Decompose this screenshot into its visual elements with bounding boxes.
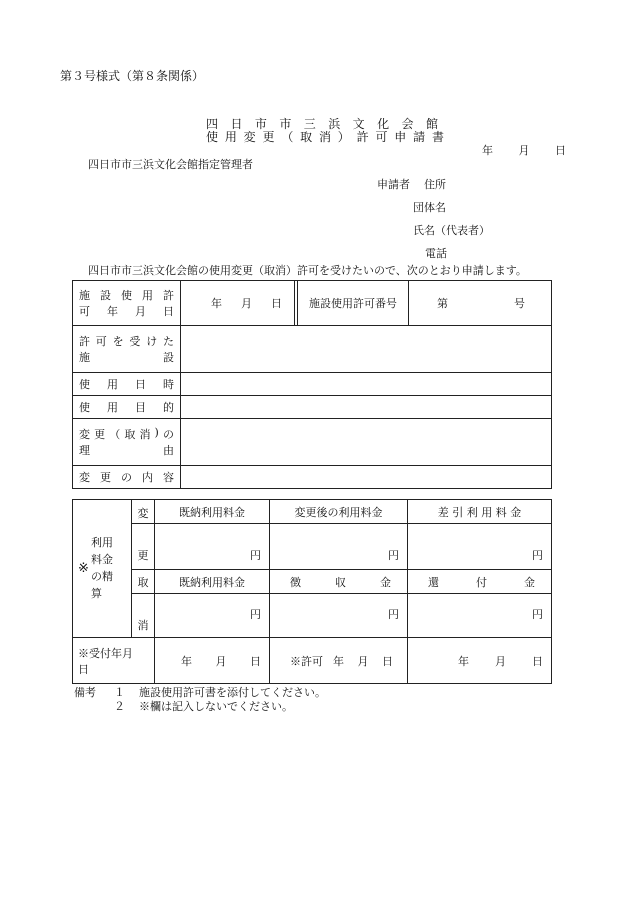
title-char: 館 — [425, 117, 438, 131]
label-char: 金 — [380, 575, 391, 589]
label-char: 的 — [163, 401, 174, 414]
cancel-char-1: 取 — [132, 570, 155, 594]
date-part: 日 — [532, 654, 543, 668]
receipt-date-value[interactable] — [155, 638, 270, 684]
label-char: 容 — [163, 471, 174, 484]
label-char: 付 — [476, 575, 487, 589]
title-char: 化 — [377, 117, 390, 131]
title-char: ） — [337, 130, 350, 144]
label-char: 目 — [135, 401, 146, 414]
title-char: 会 — [401, 117, 414, 131]
title-char: 取 — [300, 130, 313, 144]
label-char: 許 — [79, 335, 90, 348]
label-line: 算 — [91, 587, 102, 600]
title-char: 更 — [262, 130, 275, 144]
title-char: 請 — [413, 130, 426, 144]
permit-date-label — [73, 281, 181, 326]
collect-value[interactable]: 円 — [270, 594, 408, 638]
representative-name-field[interactable]: 氏名（代表者） — [413, 224, 490, 237]
label-char: 更 — [94, 428, 106, 441]
reason-label — [73, 419, 181, 466]
label-line: 料金 — [91, 553, 113, 566]
title-char: 許 — [356, 130, 369, 144]
label-char: 設 — [163, 351, 174, 364]
change-char-2: 更 — [132, 524, 155, 570]
label-char: 変 — [79, 471, 90, 484]
date-part: 月 — [495, 654, 506, 668]
label-char: （ — [109, 428, 121, 441]
date-part: 月 — [518, 144, 530, 157]
permit-number-label: 施設使用許可番号 — [298, 281, 409, 326]
title-char: 変 — [243, 130, 256, 144]
title-char: 申 — [394, 130, 407, 144]
title-char: 浜 — [328, 117, 341, 131]
label-char: 還 — [428, 575, 439, 589]
label-char: 更 — [100, 471, 111, 484]
title-char: 可 — [375, 130, 388, 144]
application-table — [72, 280, 552, 489]
label-char: 徴 — [290, 575, 301, 589]
label-char: 施 — [79, 289, 90, 302]
label-char: 取 — [124, 428, 136, 441]
date-part: 月 — [357, 654, 369, 668]
title-char: 四 — [206, 117, 219, 131]
title-char: 市 — [279, 117, 292, 131]
use-datetime-label — [73, 373, 181, 396]
label-char: ) — [154, 426, 159, 439]
label-char: 理 — [79, 444, 90, 457]
label-char: 用 — [107, 401, 118, 414]
last-date-value[interactable] — [408, 638, 552, 684]
change-char-1: 変 — [132, 500, 155, 524]
label-line: 利用 — [91, 536, 113, 549]
label-char: 変 — [79, 428, 90, 441]
use-datetime-value[interactable] — [181, 373, 552, 396]
label-char: 可 — [95, 335, 107, 348]
date-part: 月 — [241, 297, 252, 310]
label-char: 収 — [335, 575, 346, 589]
label-line: の精 — [91, 570, 113, 583]
reason-value[interactable] — [181, 419, 552, 466]
date-part: 日 — [382, 654, 393, 668]
facility-value[interactable] — [181, 326, 552, 373]
permit-date-cell[interactable]: ※許可 年 月 日 — [270, 638, 408, 684]
facility-label — [73, 326, 181, 373]
date-part: 日 — [555, 144, 566, 157]
title-char: 日 — [230, 117, 243, 131]
number-part: 第 — [437, 297, 448, 310]
label-char: の — [162, 428, 174, 441]
title-line2 — [206, 128, 444, 145]
application-date — [482, 142, 566, 158]
permit-number-value[interactable] — [409, 281, 552, 326]
label-char: 金 — [524, 575, 535, 589]
label-char: 許 — [163, 289, 174, 302]
label-char: 日 — [135, 378, 146, 391]
use-purpose-label — [73, 396, 181, 419]
label-char: た — [162, 335, 174, 348]
receipt-date-label: ※受付年月 日 — [73, 638, 155, 684]
after-fee-header: 変更後の利用料金 — [270, 500, 408, 524]
label-char: 由 — [163, 444, 174, 457]
refund-header — [408, 570, 552, 594]
date-part: 年 — [333, 654, 344, 668]
title-char: 消 — [318, 130, 331, 144]
label-char: 月 — [135, 305, 146, 318]
title-char: 用 — [224, 130, 237, 144]
label-char: 設 — [100, 289, 111, 302]
title-char: 使 — [206, 130, 219, 144]
label-char: 使 — [121, 289, 132, 302]
fee-settlement-label: ※ 利用 料金 の精 算 — [73, 500, 132, 638]
paid-fee-header-2: 既納利用料金 — [155, 570, 270, 594]
change-content-value[interactable] — [181, 466, 552, 489]
title-char: 三 — [303, 117, 316, 131]
label-char: 可 — [79, 305, 90, 318]
label-char: 用 — [107, 378, 118, 391]
diff-fee-value[interactable]: 円 — [408, 524, 552, 570]
label-char: を — [112, 335, 124, 348]
label-char: 日 — [163, 305, 174, 318]
label-char: 年 — [107, 305, 118, 318]
applicant-label: 申請者 — [377, 178, 410, 191]
cancel-char-2: 消 — [132, 594, 155, 638]
title-char: 市 — [254, 117, 267, 131]
label-char: 使 — [79, 401, 90, 414]
paid-fee-cancel-value[interactable]: 円 — [155, 594, 270, 638]
label-char: 使 — [79, 378, 90, 391]
phone-field[interactable]: 電話 — [425, 247, 447, 260]
address-field[interactable]: 住所 — [424, 178, 446, 191]
date-part: 年 — [482, 144, 493, 157]
title-char: （ — [281, 130, 294, 144]
diff-fee-header: 差 引 利 用 料 金 — [408, 500, 552, 524]
notes: 備考 １ 施設使用許可書を添付してください。 ２ ※欄は記入しないでください。 — [74, 686, 326, 713]
fee-table — [72, 499, 552, 684]
label-char: 時 — [163, 378, 174, 391]
collect-header — [270, 570, 408, 594]
date-part: 年 — [458, 654, 469, 668]
label-char: の — [121, 471, 132, 484]
use-purpose-value[interactable] — [181, 396, 552, 419]
intro-text: 四日市市三浜文化会館の使用変更（取消）許可を受けたいので、次のとおり申請します。 — [88, 264, 527, 277]
paid-fee-header-1: 既納利用料金 — [155, 500, 270, 524]
label-char: 内 — [142, 471, 153, 484]
permit-date-value[interactable] — [181, 281, 295, 326]
change-content-label — [73, 466, 181, 489]
date-part: 年 — [211, 297, 222, 310]
date-part: 月 — [215, 654, 227, 668]
after-fee-value[interactable]: 円 — [270, 524, 408, 570]
title-char: 書 — [431, 130, 444, 144]
paid-fee-change-value[interactable]: 円 — [155, 524, 270, 570]
label-char: 受 — [129, 335, 141, 348]
label-char: 用 — [142, 289, 153, 302]
date-part: 年 — [181, 654, 192, 668]
label-char: け — [146, 335, 158, 348]
label-char: 施 — [79, 351, 90, 364]
date-part: 日 — [250, 654, 261, 668]
addressee: 四日市市三浜文化会館指定管理者 — [88, 158, 253, 171]
refund-value[interactable]: 円 — [408, 594, 552, 638]
number-part: 号 — [514, 297, 525, 310]
label-char: 消 — [139, 428, 151, 441]
date-part: 日 — [271, 297, 282, 310]
title-char: 文 — [352, 117, 365, 131]
form-number: 第３号様式（第８条関係） — [60, 69, 205, 83]
group-name-field[interactable]: 団体名 — [413, 201, 446, 214]
